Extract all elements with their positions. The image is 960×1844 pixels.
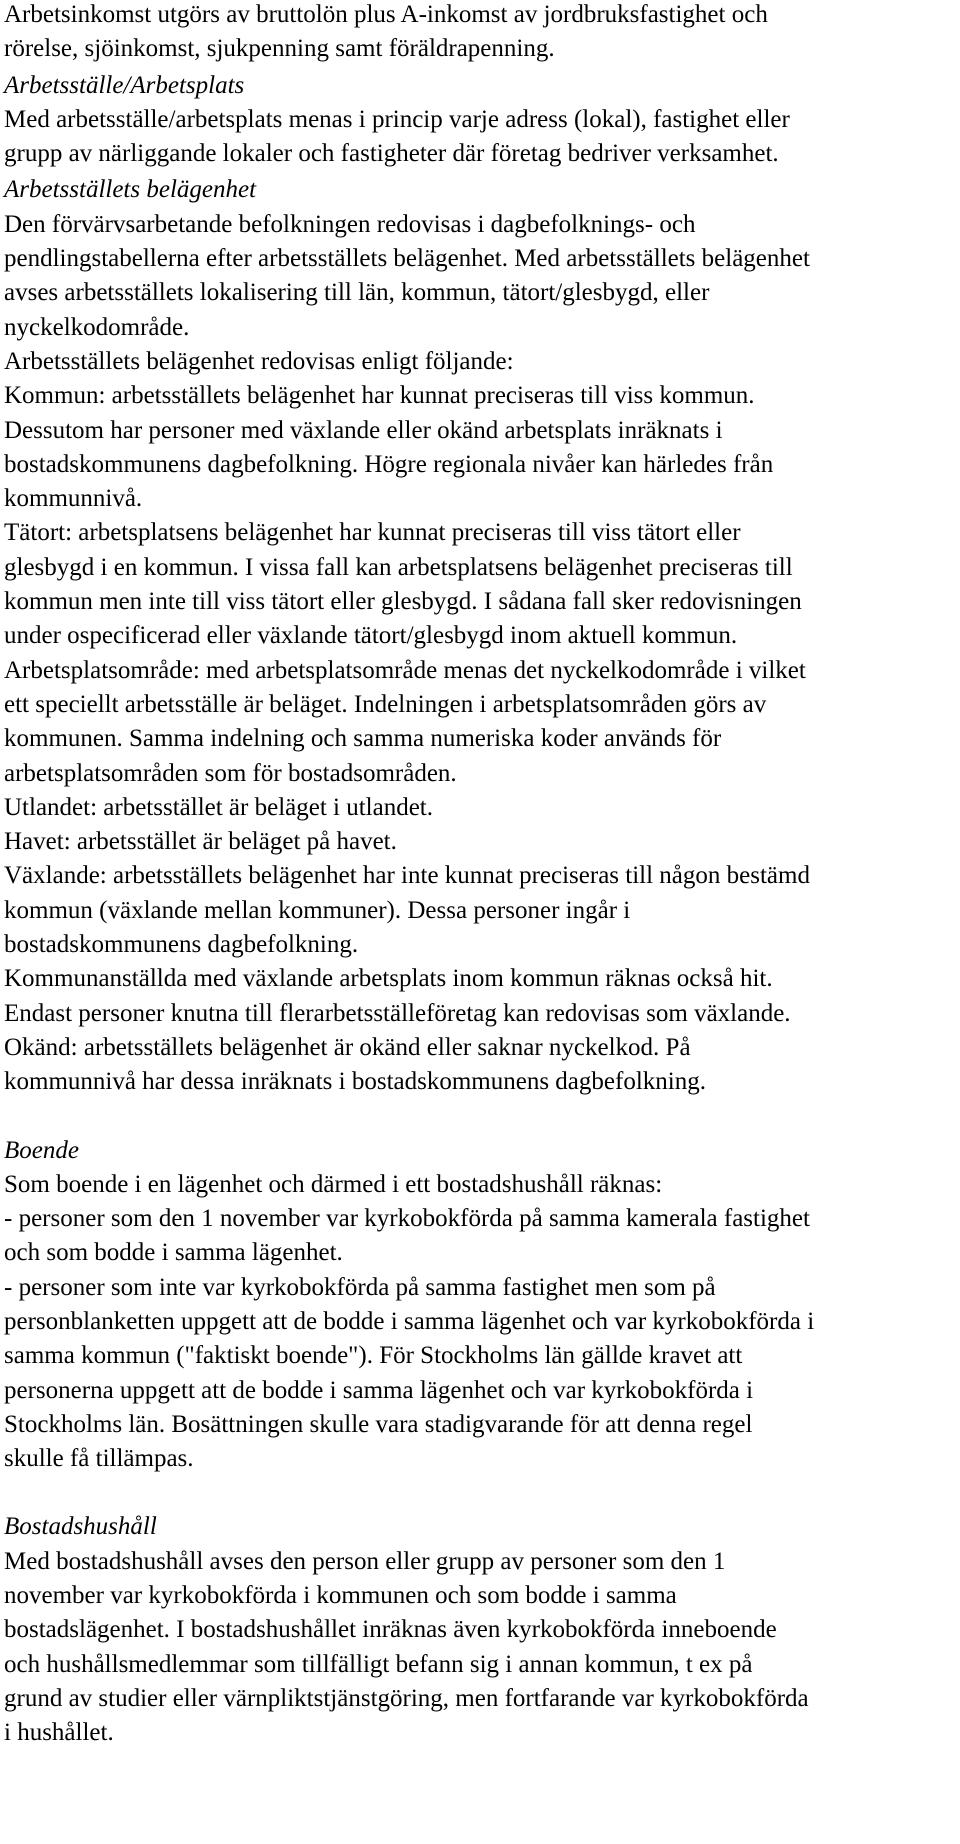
- text-line: Utlandet: arbetsstället är beläget i utlandet.: [4, 793, 434, 821]
- section-heading: Boende: [4, 1136, 79, 1164]
- text-line: Kommunanställda med växlande arbetsplats inom kommun räknas också hit.: [4, 965, 773, 993]
- text-line: Stockholms län. Bosättningen skulle vara stadigvarande för att denna regel: [4, 1410, 753, 1438]
- text-line: avses arbetsställets lokalisering till län, kommun, tätort/glesbygd, eller: [4, 279, 710, 307]
- text-line: grupp av närliggande lokaler och fastigheter där företag bedriver verksamhet.: [4, 140, 779, 168]
- text-line: Okänd: arbetsställets belägenhet är okänd eller saknar nyckelkod. På: [4, 1033, 691, 1061]
- text-line: arbetsplatsområden som för bostadsområden.: [4, 759, 457, 787]
- text-line: bostadskommunens dagbefolkning.: [4, 931, 359, 959]
- text-line: Växlande: arbetsställets belägenhet har inte kunnat preciseras till någon bestämd: [4, 862, 810, 890]
- text-line: i hushållet.: [4, 1719, 114, 1747]
- text-line: grund av studier eller värnpliktstjänstgöring, men fortfarande var kyrkobokförda: [4, 1684, 809, 1712]
- text-line: bostadslägenhet. I bostadshushållet inräknas även kyrkobokförda inneboende: [4, 1616, 777, 1644]
- text-line: glesbygd i en kommun. I vissa fall kan arbetsplatsens belägenhet preciseras till: [4, 553, 793, 581]
- text-line: bostadskommunens dagbefolkning. Högre regionala nivåer kan härledes från: [4, 450, 774, 478]
- text-line: Den förvärvsarbetande befolkningen redovisas i dagbefolknings- och: [4, 210, 696, 238]
- text-line: kommun (växlande mellan kommuner). Dessa personer ingår i: [4, 896, 631, 924]
- text-line: personblanketten uppgett att de bodde i samma lägenhet och var kyrkobokförda i: [4, 1307, 815, 1335]
- section-heading: Bostadshushåll: [4, 1513, 157, 1541]
- intro-paragraph: [4, 0, 954, 67]
- text-line: ett speciellt arbetsställe är beläget. Indelningen i arbetsplatsområden görs av: [4, 690, 767, 718]
- text-line: nyckelkodområde.: [4, 313, 190, 341]
- text-line: Kommun: arbetsställets belägenhet har kunnat preciseras till viss kommun.: [4, 382, 755, 410]
- text-line: Arbetsplatsområde: med arbetsplatsområde menas det nyckelkodområde i vilket: [4, 656, 806, 684]
- text-line: rörelse, sjöinkomst, sjukpenning samt föräldrapenning.: [4, 35, 555, 63]
- text-line: Tätort: arbetsplatsens belägenhet har kunnat preciseras till viss tätort eller: [4, 519, 741, 547]
- text-line: och hushållsmedlemmar som tillfälligt befann sig i annan kommun, t ex på: [4, 1650, 753, 1678]
- text-line: Arbetsställets belägenhet redovisas enligt följande:: [4, 347, 514, 375]
- section-boende: [4, 1134, 954, 1477]
- text-line: november var kyrkobokförda i kommunen och som bodde i samma: [4, 1582, 677, 1610]
- text-line: Endast personer knutna till flerarbetsställeföretag kan redovisas som växlande.: [4, 999, 791, 1027]
- text-line: kommun men inte till viss tätort eller glesbygd. I sådana fall sker redovisningen: [4, 588, 802, 616]
- text-line: Arbetsinkomst utgörs av bruttolön plus A-inkomst av jordbruksfastighet och: [4, 1, 768, 28]
- text-line: - personer som inte var kyrkobokförda på samma fastighet men som på: [4, 1273, 716, 1301]
- text-line: och som bodde i samma lägenhet.: [4, 1239, 343, 1267]
- text-line: personerna uppgett att de bodde i samma lägenhet och var kyrkobokförda i: [4, 1376, 754, 1404]
- text-line: kommunnivå har dessa inräknats i bostadskommunens dagbefolkning.: [4, 1068, 706, 1096]
- text-line: pendlingstabellerna efter arbetsställets belägenhet. Med arbetsställets belägenhet: [4, 245, 810, 273]
- text-line: kommunen. Samma indelning och samma numeriska koder används för: [4, 725, 722, 753]
- text-line: under ospecificerad eller växlande tätort/glesbygd inom aktuell kommun.: [4, 622, 738, 650]
- section-bostadshushall: [4, 1510, 954, 1750]
- section-heading: Arbetsställe/Arbetsplats: [4, 71, 245, 99]
- text-line: Med bostadshushåll avses den person eller grupp av personer som den 1: [4, 1547, 726, 1575]
- section-heading: Arbetsställets belägenhet: [4, 176, 257, 204]
- document-body: [4, 0, 954, 1751]
- text-line: - personer som den 1 november var kyrkobokförda på samma kamerala fastighet: [4, 1205, 810, 1233]
- text-line: Som boende i en lägenhet och därmed i ett bostadshushåll räknas:: [4, 1170, 663, 1198]
- section-arbetsstalle: [4, 69, 954, 172]
- text-line: samma kommun ("faktiskt boende"). För Stockholms län gällde kravet att: [4, 1342, 743, 1370]
- text-line: Dessutom har personer med växlande eller okänd arbetsplats inräknats i: [4, 416, 723, 444]
- text-line: Havet: arbetsstället är beläget på havet.: [4, 828, 397, 856]
- text-line: kommunnivå.: [4, 485, 143, 513]
- section-arbetsstallets-belagenhet: [4, 173, 954, 1099]
- text-line: skulle få tillämpas.: [4, 1445, 194, 1473]
- text-line: Med arbetsställe/arbetsplats menas i princip varje adress (lokal), fastighet eller: [4, 105, 790, 133]
